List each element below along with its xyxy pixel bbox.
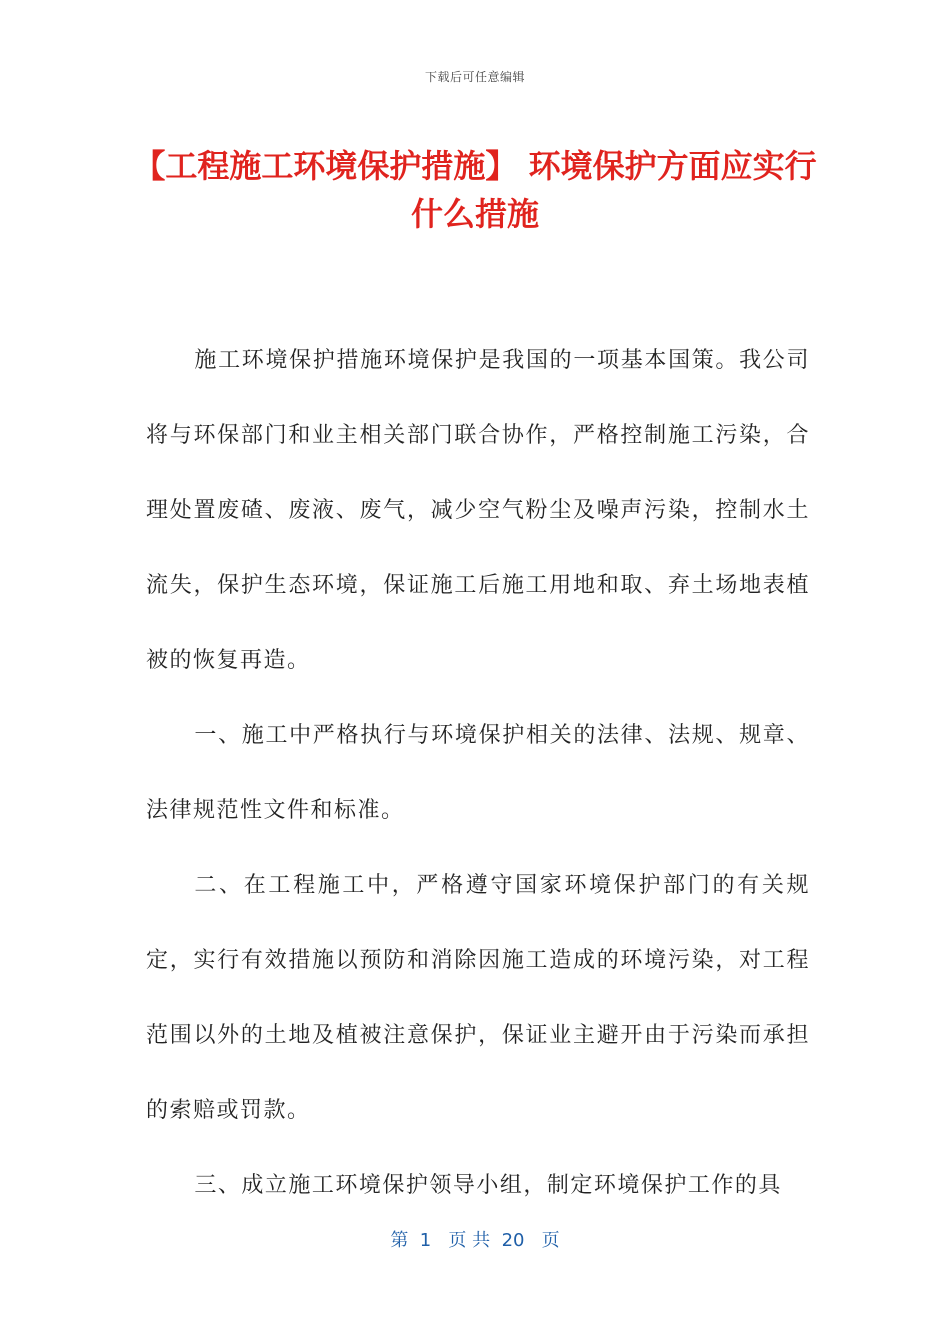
paragraph-item-1: 一、施工中严格执行与环境保护相关的法律、法规、规章、法律规范性文件和标准。 [146,723,810,823]
page-number-footer: 第 1 页 共 20 页 [390,1230,560,1251]
document-title: 【工程施工环境保护措施】 环境保护方面应实行什么措施 [133,147,817,233]
paragraph-intro: 施工环境保护措施环境保护是我国的一项基本国策。我公司将与环保部门和业主相关部门联合协作，严格控制施工污染，合理处置废碴、废液、废气，减少空气粉尘及噪声污染，控制水土流失，保护生态环境，保证施工后施工用地和取、弃土场地表植被的恢复再造。 [146,348,810,673]
paragraph-item-2: 二、在工程施工中，严格遵守国家环境保护部门的有关规定，实行有效措施以预防和消除因施工造成的环境污染，对工程范围以外的土地及植被注意保护，保证业主避开由于污染而承担的索赔或罚款。 [146,873,810,1123]
header-note: 下载后可任意编辑 [424,70,525,84]
paragraph-item-3: 三、成立施工环境保护领导小组，制定环境保护工作的具 [194,1173,782,1198]
document-body [146,323,810,1223]
